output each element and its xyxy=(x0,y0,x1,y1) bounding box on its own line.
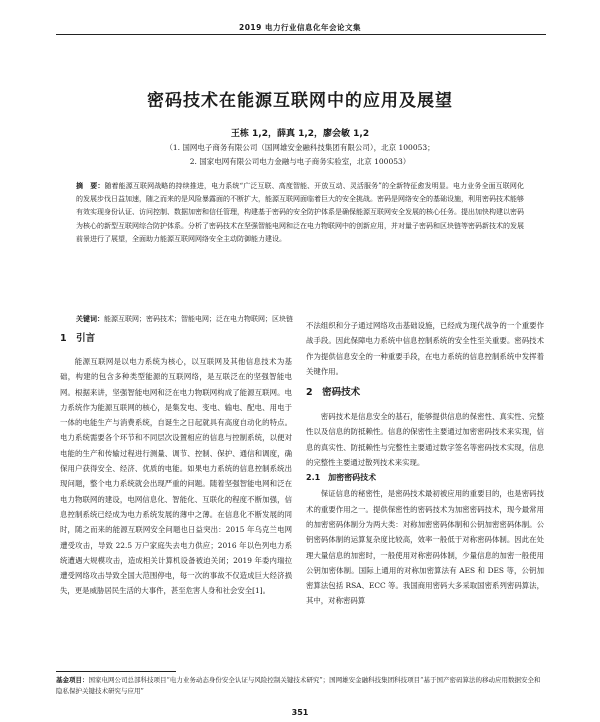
author-list: 王栋 1,2，薛真 1,2，廖会敏 1,2 xyxy=(230,129,370,139)
affiliation-1: （1. 国网电子商务有限公司（国网雄安金融科技集团有限公司），北京 100053； xyxy=(165,143,435,152)
abstract-label: 摘 要： xyxy=(76,182,105,190)
section-2-paragraph: 密码技术是信息安全的基石，能够提供信息的保密性、真实性、完整性以及信息的防抵赖性。信息的保密性主要通过加密密码技术来实现，信息的真实性、防抵赖性与完整性主要通过数字签名等密码技术实现，信息的完整性主要通过散列技术来实现。 xyxy=(306,412,544,468)
affiliation-2: 2. 国家电网有限公司电力金融与电子商务实验室，北京 100053） xyxy=(189,157,411,166)
abstract xyxy=(76,180,524,246)
keywords-text: 能源互联网；密码技术；智能电网；泛在电力物联网；区块链 xyxy=(104,315,293,323)
running-head: 2019 电力行业信息化年会论文集 xyxy=(239,23,361,32)
footnote-rule xyxy=(56,671,176,672)
section-2-1-paragraph: 保证信息的秘密性，是密码技术最初被应用的重要目的，也是密码技术的重要作用之一。提供保密性的密码技术为加密密码技术，现今最常用的加密密码体制分为两大类：对称加密密码体制和公钥加密密码体制。公钥密码体制的运算复杂度比较高，效率一般低于对称密码体制。因此在处理大量信息的加密时，一般使用对称密码体制，少量信息的加密一般使用公钥加密体制。国际上通用的对称加密算法有 AES 和 DES 等，公钥加密算法包括 RSA、ECC 等。我国商用密码大多采取国密系列密码算法，其中，对称密码算 xyxy=(306,489,544,606)
section-1-heading: 1 引言 xyxy=(60,333,96,344)
page-number: 351 xyxy=(291,708,309,717)
keywords-label: 关键词： xyxy=(76,315,104,323)
paper-title: 密码技术在能源互联网中的应用及展望 xyxy=(147,91,453,111)
left-column xyxy=(60,318,292,599)
funding-footnote xyxy=(56,675,546,696)
right-column xyxy=(306,318,544,609)
intro-paragraph: 能源互联网是以电力系统为核心，以互联网及其他信息技术为基础，构建的包含多种类型能源的互联网络，是互联泛在的坚强智能电网。根据来讲，坚强智能电网和泛在电力物联网构成了能源互联网。电力系统作为能源互联网的核心，是集发电、变电、输电、配电、用电于一体的电能生产与消费系统，自诞生之日起就具有高度自动化的特点。电力系统需要各个环节和不同层次设置相应的信息与控制系统，以便对电能的生产和传输过程进行测量、调节、控制、保护、通信和调度，确保用户获得安全、经济、优质的电能。如果电力系统的信息控制系统出现问题，整个电力系统就会出现严重的问题。随着坚强智能电网和泛在电力物联网的建设，电网信息化、智能化、互联化的程度不断加强，信息控制系统已经成为电力系统发展的薄中之薄。在信息化不断发展的同时，随之而来的能源互联网安全问题也日益突出：2015 年乌克兰电网遭受攻击，导致 22.5 万户家庭失去电力供应；2016 年以色列电力系统遭遇大规模攻击，造成相关计算机设备被迫关闭；2019 年委内瑞拉遭受网络攻击导致全国大范围停电，每一次的事故不仅造成巨大经济损失，更是威胁居民生活的大事件，甚至危害人身和社会安全[1]。 xyxy=(60,357,292,596)
section-2-heading: 2 密码技术 xyxy=(306,387,361,399)
footnote-label: 基金项目： xyxy=(56,676,89,684)
abstract-text: 随着能源互联网战略的持续推进，电力系统“广泛互联、高度智能、开放互动、灵活服务”的全新特征愈发明显。电力业务全面互联网化的发展步伐日益加速，随之而来的是风险暴露面的不断扩大，能源互联网面临着巨大的安全挑战。密码是网络安全的基础设施，利用密码技术能够有效实现身份认证、访问控制、数据加密和信任管理，构建基于密码的安全防护体系是确保能源互联网安全发展的核心任务。提出加快构建以密码为核心的新型互联网综合防护体系。分析了密码技术在坚强智能电网和泛在电力物联网中的创新应用，并对量子密码和区块链等密码新技术的发展前景进行了展望，全面助力能源互联网网络安全主动防御能力建设。 xyxy=(76,182,525,243)
footnote-text: 国家电网公司总部科技项目“电力业务动态身份安全认证与风险控制关键技术研究”；国网雄安金融科技集团科技项目“基于国产密码算法的移动应用数据安全和隐私保护关键技术研究与应用” xyxy=(56,676,541,695)
intro-continuation: 不法组织和分子通过网络攻击基础设施，已经成为现代战争的一个重要作战手段。因此保障电力系统中信息控制系统的安全性至关重要。密码技术作为提供信息安全的一种重要手段，在电力系统的信息控制系统中发挥着关键作用。 xyxy=(306,321,544,376)
header-rule xyxy=(56,34,546,35)
section-2-1-heading: 2.1 加密密码技术 xyxy=(306,473,377,483)
